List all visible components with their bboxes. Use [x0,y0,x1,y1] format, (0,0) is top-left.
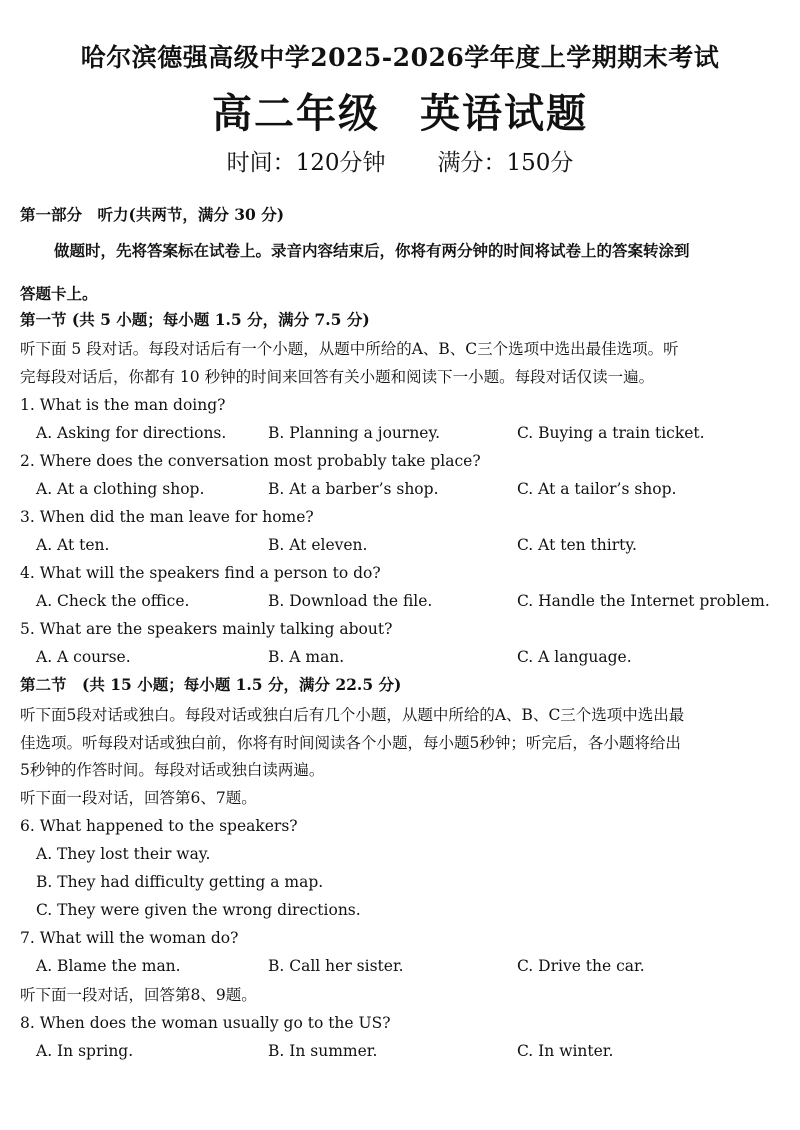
part1-instruction-line2: 答题卡上。 [20,284,98,303]
section2-instruction-line1: 听下面5段对话或独白。每段对话或独白后有几个小题，从题中所给的A、B、C三个选项中选出最 [20,706,685,724]
question-2: 2. Where does the conversation most probably take place? [20,452,481,470]
question-6-option-c: C. They were given the wrong directions. [36,901,361,919]
question-7: 7. What will the woman do? [20,929,239,947]
question-3-option-b: B. At eleven. [268,536,368,554]
question-5-option-c: C. A language. [517,648,632,666]
question-6-option-b: B. They had difficulty getting a map. [36,873,324,891]
part1-instruction-line1: 做题时，先将答案标在试卷上。录音内容结束后，你将有两分钟的时间将试卷上的答案转涂到 [54,241,690,260]
school-title: 哈尔滨德强高级中学2025-2026学年度上学期期末考试 [80,43,720,72]
score-label: 满分：150分 [437,150,574,176]
section2-instruction-line2: 佳选项。听每段对话或独白前，你将有时间阅读各个小题，每小题5秒钟；听完后，各小题将给出 [20,734,681,752]
question-4-option-a: A. Check the office. [36,592,190,610]
question-6: 6. What happened to the speakers? [20,817,298,835]
question-5: 5. What are the speakers mainly talking about? [20,620,393,638]
section1-heading: 第一节 (共 5 小题；每小题 1.5 分，满分 7.5 分) [20,310,370,329]
question-2-option-b: B. At a barber’s shop. [268,480,439,498]
question-5-option-a: A. A course. [36,648,131,666]
section1-instruction-line1: 听下面 5 段对话。每段对话后有一个小题，从题中所给的A、B、C三个选项中选出最佳选项。听 [20,340,679,358]
question-2-option-a: A. At a clothing shop. [36,480,205,498]
question-1-option-b: B. Planning a journey. [268,424,441,442]
exam-meta [0,144,800,177]
section2-instruction-line3: 5秒钟的作答时间。每段对话或独白读两遍。 [20,761,325,779]
exam-title [0,82,800,139]
question-8: 8. When does the woman usually go to the US? [20,1014,391,1032]
question-1-option-a: A. Asking for directions. [36,424,227,442]
question-1: 1. What is the man doing? [20,396,226,414]
group-1-instruction: 听下面一段对话，回答第6、7题。 [20,789,257,807]
question-7-option-b: B. Call her sister. [268,957,404,975]
question-7-option-a: A. Blame the man. [36,957,181,975]
grade-label: 高二年级 [212,90,380,137]
question-8-option-c: C. In winter. [517,1042,614,1060]
question-6-option-a: A. They lost their way. [36,845,211,863]
question-4: 4. What will the speakers find a person to do? [20,564,381,582]
section1-instruction-line2: 完每段对话后，你都有 10 秒钟的时间来回答有关小题和阅读下一小题。每段对话仅读一遍。 [20,368,655,386]
question-4-option-c: C. Handle the Internet problem. [517,592,770,610]
question-2-option-c: C. At a tailor’s shop. [517,480,677,498]
section2-heading: 第二节 (共 15 小题；每小题 1.5 分，满分 22.5 分) [20,675,402,694]
subject-label: 英语试题 [420,90,588,137]
time-label: 时间：120分钟 [226,150,386,176]
question-3: 3. When did the man leave for home? [20,508,314,526]
question-5-option-b: B. A man. [268,648,345,666]
question-3-option-a: A. At ten. [36,536,110,554]
question-4-option-b: B. Download the file. [268,592,433,610]
question-3-option-c: C. At ten thirty. [517,536,637,554]
question-1-option-c: C. Buying a train ticket. [517,424,705,442]
question-7-option-c: C. Drive the car. [517,957,645,975]
group-2-instruction: 听下面一段对话，回答第8、9题。 [20,986,257,1004]
part1-heading: 第一部分 听力(共两节，满分 30 分) [20,205,285,224]
question-8-option-b: B. In summer. [268,1042,378,1060]
question-8-option-a: A. In spring. [36,1042,134,1060]
